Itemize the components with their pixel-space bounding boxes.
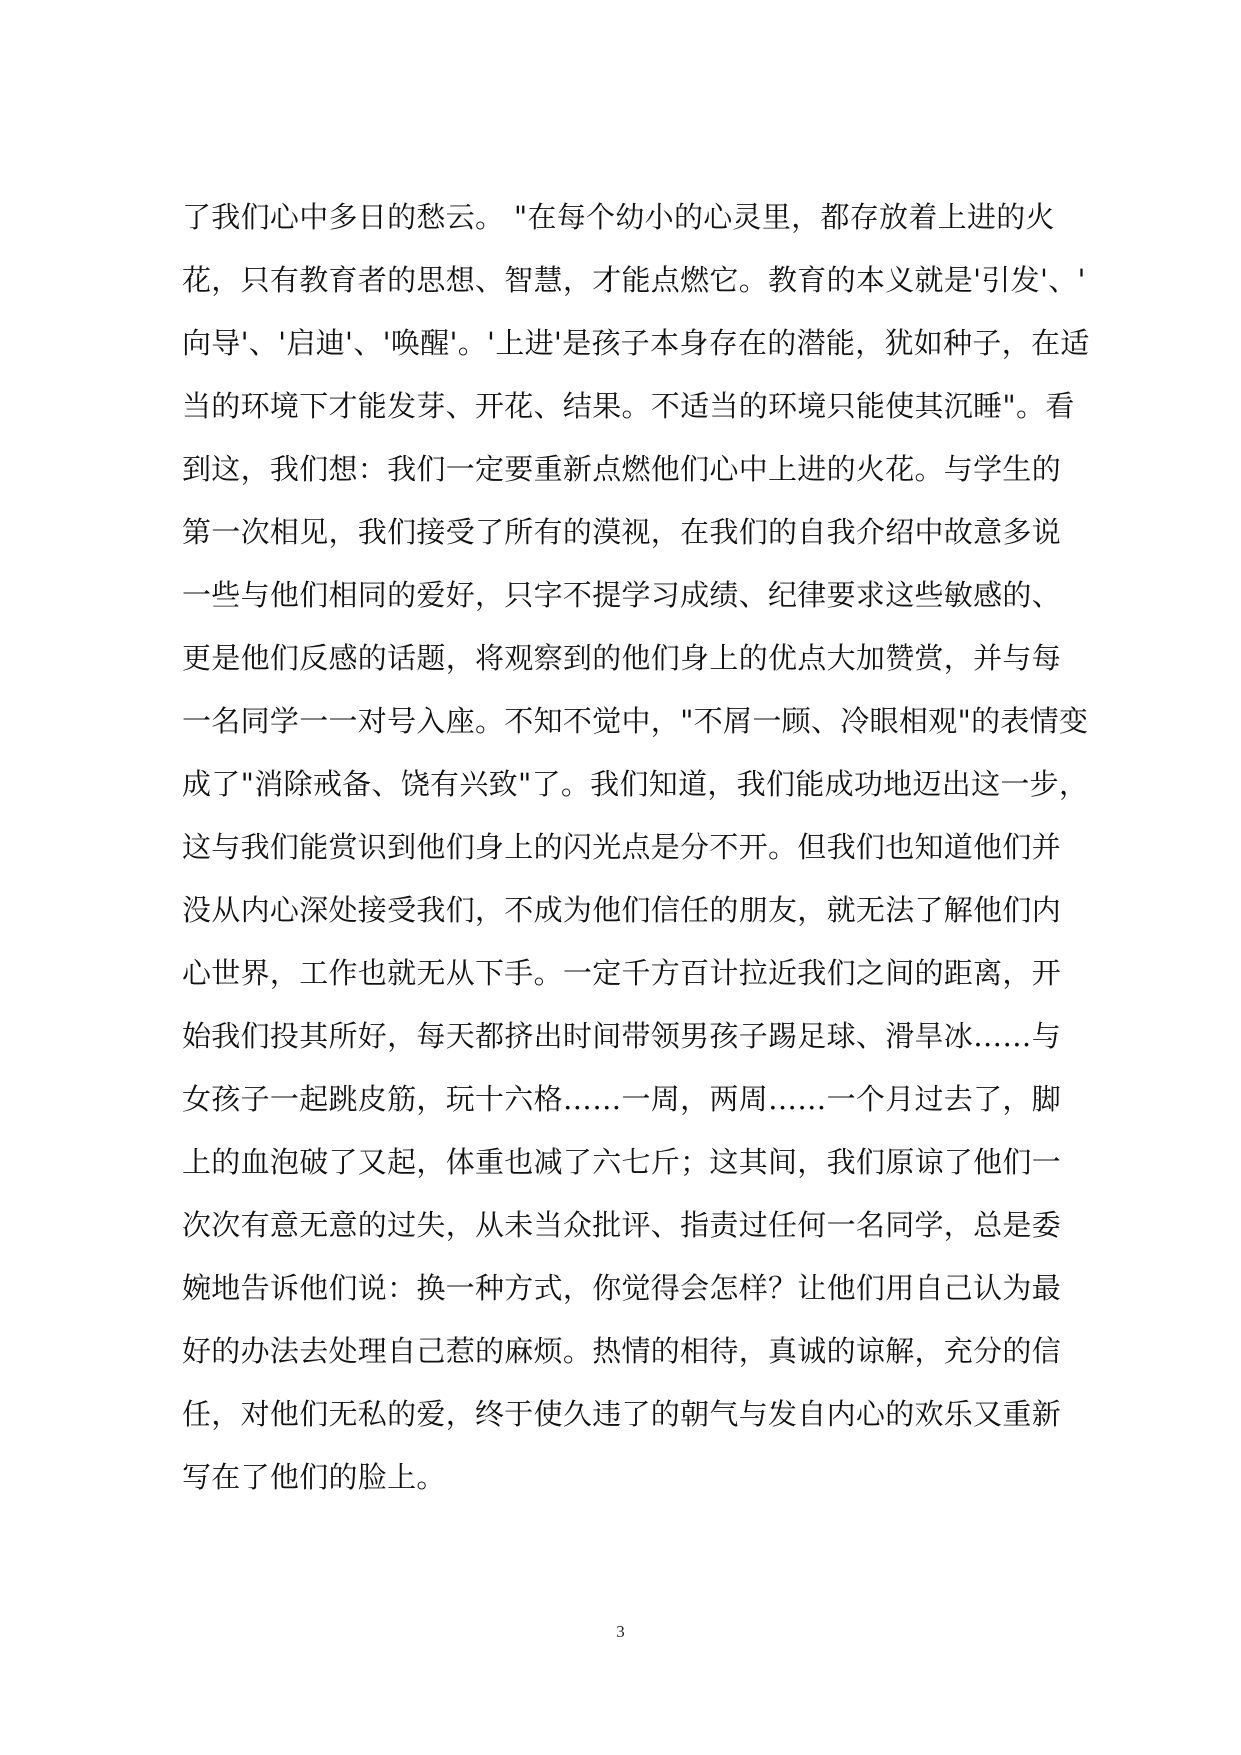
text-line: 心世界，工作也就无从下手。一定千方百计拉近我们之间的距离，开 [182,956,1062,990]
text-line: 写在了他们的脸上。 [182,1460,446,1494]
text-line: 好的办法去处理自己惹的麻烦。热情的相待，真诚的谅解，充分的信 [182,1334,1062,1368]
text-line: 女孩子一起跳皮筋，玩十六格……一周，两周……一个月过去了，脚 [182,1082,1062,1116]
page-number: 3 [616,1622,625,1641]
text-line: 了我们心中多日的愁云。 "在每个幼小的心灵里，都存放着上进的火 [182,200,1055,234]
text-line: 一名同学一一对号入座。不知不觉中，"不屑一顾、冷眼相观"的表情变 [182,704,1089,738]
text-line: 向导'、'启迪'、'唤醒'。'上进'是孩子本身存在的潜能，犹如种子，在适 [182,326,1090,360]
text-line: 第一次相见，我们接受了所有的漠视，在我们的自我介绍中故意多说 [182,515,1062,549]
text-line: 任，对他们无私的爱，终于使久违了的朝气与发自内心的欢乐又重新 [182,1397,1062,1431]
text-line: 一些与他们相同的爱好，只字不提学习成绩、纪律要求这些敏感的、 [182,578,1062,612]
text-line: 更是他们反感的话题，将观察到的他们身上的优点大加赞赏，并与每 [182,641,1062,675]
text-line: 次次有意无意的过失，从未当众批评、指责过任何一名同学，总是委 [182,1208,1062,1242]
text-line: 当的环境下才能发芽、开花、结果。不适当的环境只能使其沉睡"。看 [182,389,1075,423]
text-line: 这与我们能赏识到他们身上的闪光点是分不开。但我们也知道他们并 [182,830,1062,864]
text-line: 没从内心深处接受我们，不成为他们信任的朋友，就无法了解他们内 [182,893,1062,927]
text-line: 到这，我们想：我们一定要重新点燃他们心中上进的火花。与学生的 [182,452,1062,486]
text-line: 成了"消除戒备、饶有兴致"了。我们知道，我们能成功地迈出这一步， [182,767,1089,801]
text-line: 始我们投其所好，每天都挤出时间带领男孩子踢足球、滑旱冰……与 [182,1019,1062,1053]
text-line: 花，只有教育者的思想、智慧，才能点燃它。教育的本义就是'引发'、' [182,263,1086,297]
text-line: 婉地告诉他们说：换一种方式，你觉得会怎样？让他们用自己认为最 [182,1271,1062,1305]
text-line: 上的血泡破了又起，体重也减了六七斤；这其间，我们原谅了他们一 [182,1145,1062,1179]
body-paragraph [182,186,1090,1509]
